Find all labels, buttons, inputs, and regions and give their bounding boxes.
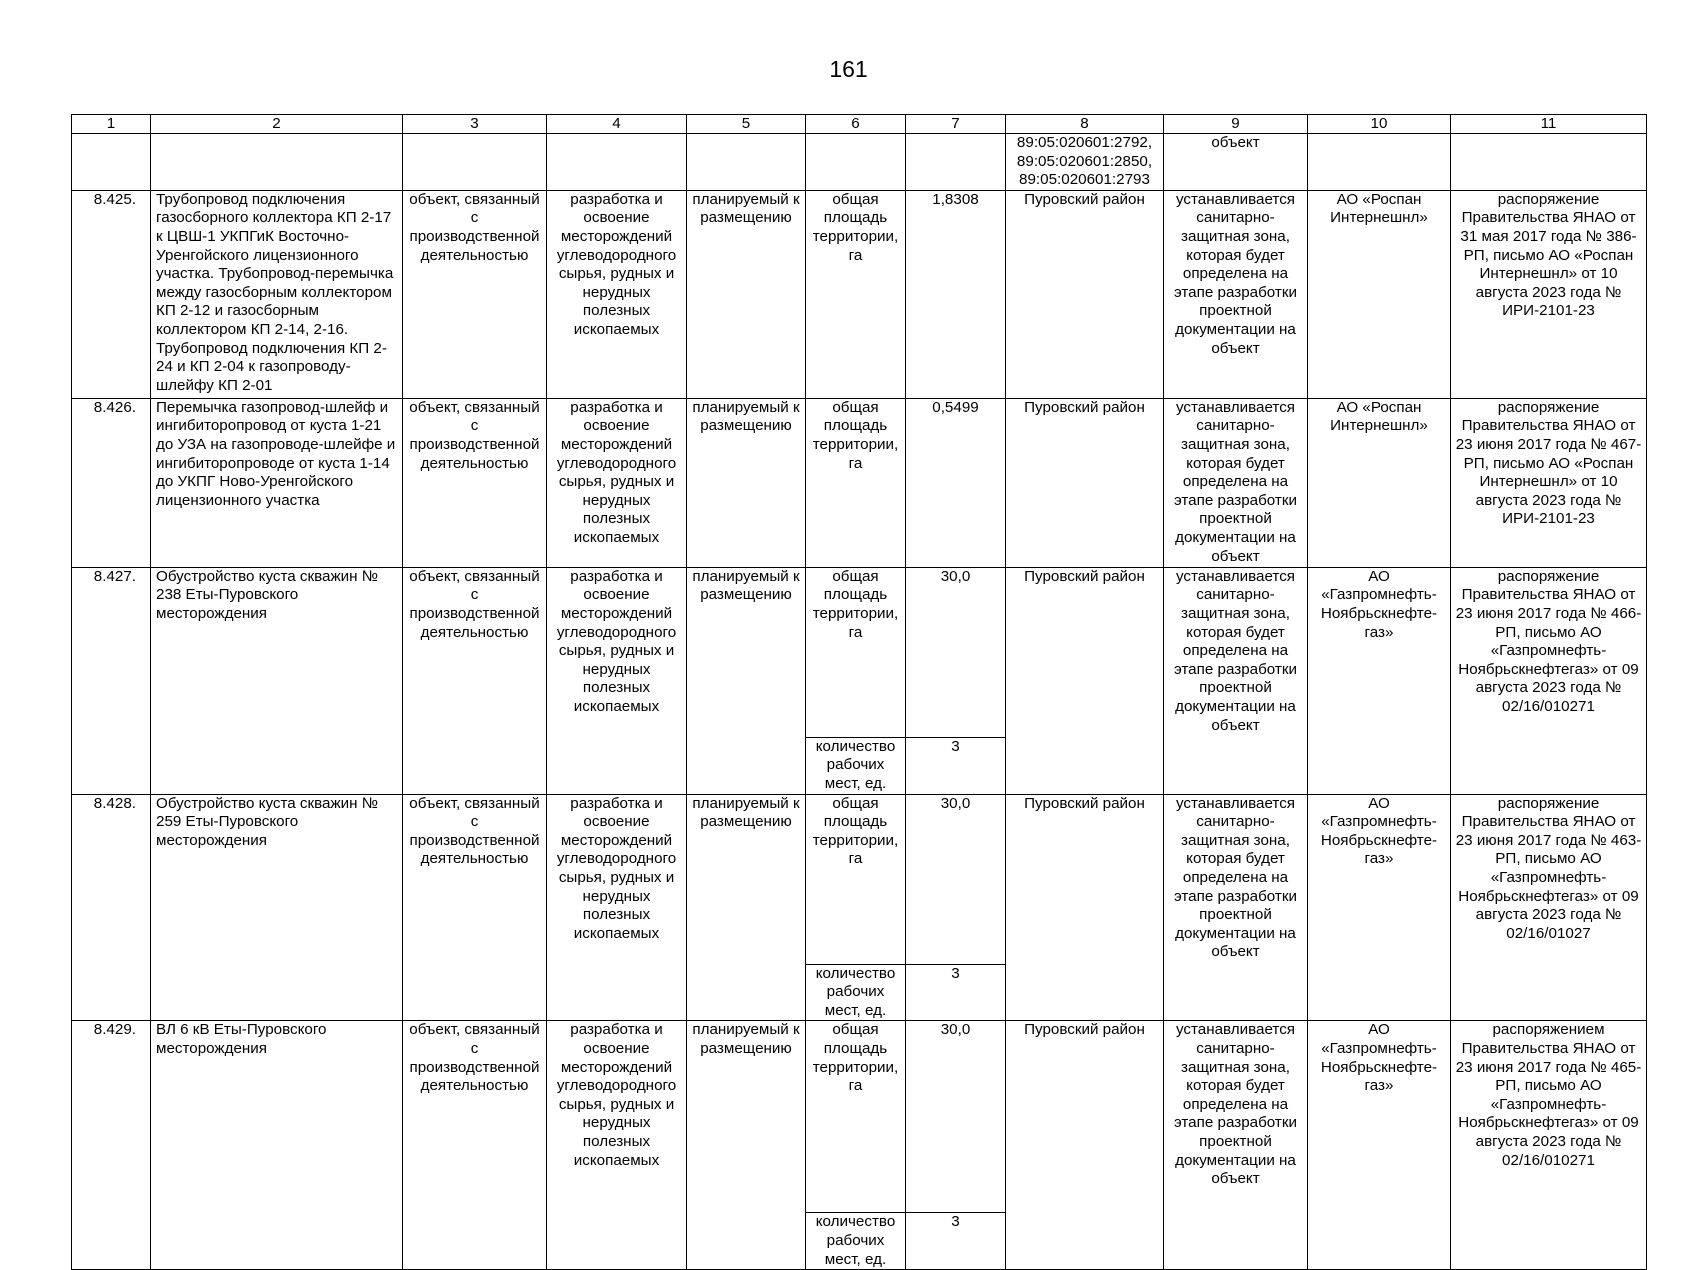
object-name: Обустройство куста скважин № 259 Еты-Пуровского месторождения — [151, 794, 403, 1021]
column-header: 9 — [1164, 115, 1308, 134]
characteristic-jobs: количество рабочих мест, ед. — [806, 737, 906, 794]
column-header: 3 — [403, 115, 547, 134]
protection-zone: устанавливается санитарно-защитная зона, которая будет определена на этапе разработки проектной документации на объект — [1164, 398, 1308, 567]
object-purpose: объект, связанный с производственной деятельностью — [403, 190, 547, 398]
column-header: 11 — [1451, 115, 1647, 134]
basis-document: распоряжение Правительства ЯНАО от 23 июня 2017 года № 466-РП, письмо АО «Газпромнефть-Ноябрьскнефтегаз» от 09 августа 2023 года № 02/16/010271 — [1451, 567, 1647, 794]
cadastral-number: 89:05:020601:2793 — [1019, 171, 1150, 189]
basis-document: распоряжение Правительства ЯНАО от 23 июня 2017 года № 467-РП, письмо АО «Роспан Интернешнл» от 10 августа 2023 года № ИРИ-2101-23 — [1451, 398, 1647, 567]
object-purpose: объект, связанный с производственной деятельностью — [403, 794, 547, 1021]
basis-document: распоряжение Правительства ЯНАО от 31 мая 2017 года № 386-РП, письмо АО «Роспан Интернешнл» от 10 августа 2023 года № ИРИ-2101-23 — [1451, 190, 1647, 398]
object-purpose: объект, связанный с производственной деятельностью — [403, 398, 547, 567]
table-row — [72, 398, 1647, 567]
cadastral-number: 89:05:020601:2850, — [1016, 152, 1153, 170]
characteristic-jobs: количество рабочих мест, ед. — [806, 964, 906, 1021]
column-header: 5 — [687, 115, 806, 134]
characteristic-jobs-value: 3 — [906, 964, 1006, 1021]
characteristic-area: общая площадь территории, га — [806, 567, 906, 737]
object-name: Перемычка газопровод-шлейф и ингибиторопровод от куста 1-21 до УЗА на газопроводе-шлейфе и ингибиторопроводе от куста 1-14 до УКПГ Ново-Уренгойского лицензионного участка — [151, 398, 403, 567]
location: Пуровский район — [1006, 190, 1164, 398]
table-row — [72, 190, 1647, 398]
characteristic-area: общая площадь территории, га — [806, 190, 906, 398]
column-header: 7 — [906, 115, 1006, 134]
organization: АО «Роспан Интернешнл» — [1308, 398, 1451, 567]
object-purpose: объект, связанный с производственной деятельностью — [403, 567, 547, 794]
characteristic-area-value: 30,0 — [906, 1021, 1006, 1213]
object-name: ВЛ 6 кВ Еты-Пуровского месторождения — [151, 1021, 403, 1270]
column-header: 8 — [1006, 115, 1164, 134]
organization: АО «Газпромнефть-Ноябрьскнефте-газ» — [1308, 794, 1451, 1021]
object-status: планируемый к размещению — [687, 567, 806, 794]
protection-zone: устанавливается санитарно-защитная зона, которая будет определена на этапе разработки проектной документации на объект — [1164, 567, 1308, 794]
row-number: 8.428. — [72, 794, 151, 1021]
activity-type: разработка и освоение месторождений углеводородного сырья, рудных и нерудных полезных ископаемых — [547, 398, 687, 567]
characteristic-area-value: 0,5499 — [906, 398, 1006, 567]
characteristic-jobs: количество рабочих мест, ед. — [806, 1213, 906, 1270]
characteristic-jobs-value: 3 — [906, 1213, 1006, 1270]
object-purpose: объект, связанный с производственной деятельностью — [403, 1021, 547, 1270]
basis-document: распоряжение Правительства ЯНАО от 23 июня 2017 года № 463-РП, письмо АО «Газпромнефть-Ноябрьскнефтегаз» от 09 августа 2023 года № 02/16/01027 — [1451, 794, 1647, 1021]
object-status: планируемый к размещению — [687, 794, 806, 1021]
register-table — [71, 114, 1647, 1270]
row-number: 8.429. — [72, 1021, 151, 1270]
location: Пуровский район — [1006, 794, 1164, 1021]
column-header: 2 — [151, 115, 403, 134]
table-row — [72, 794, 1647, 964]
page-number: 161 — [829, 56, 868, 82]
characteristic-jobs-value: 3 — [906, 737, 1006, 794]
column-header: 1 — [72, 115, 151, 134]
characteristic-area: общая площадь территории, га — [806, 1021, 906, 1213]
table-row — [72, 567, 1647, 737]
object-status: планируемый к размещению — [687, 1021, 806, 1270]
organization: АО «Газпромнефть-Ноябрьскнефте-газ» — [1308, 1021, 1451, 1270]
characteristic-area: общая площадь территории, га — [806, 398, 906, 567]
row-number: 8.427. — [72, 567, 151, 794]
protection-zone: устанавливается санитарно-защитная зона, которая будет определена на этапе разработки проектной документации на объект — [1164, 190, 1308, 398]
organization: АО «Газпромнефть-Ноябрьскнефте-газ» — [1308, 567, 1451, 794]
continuation-zone: объект — [1164, 134, 1308, 191]
characteristic-area: общая площадь территории, га — [806, 794, 906, 964]
organization: АО «Роспан Интернешнл» — [1308, 190, 1451, 398]
cadastral-numbers — [1006, 134, 1164, 191]
location: Пуровский район — [1006, 567, 1164, 794]
activity-type: разработка и освоение месторождений углеводородного сырья, рудных и нерудных полезных ископаемых — [547, 567, 687, 794]
header-row — [72, 115, 1647, 134]
object-name: Трубопровод подключения газосборного коллектора КП 2-17 к ЦВШ-1 УКПГиК Восточно-Уренгойского лицензионного участка. Трубопровод-перемычка между газосборным коллектором КП 2-12 и газосборным коллектором КП 2-14, 2-16. Трубопровод подключения КП 2-24 и КП 2-04 к газопроводу-шлейфу КП 2-01 — [151, 190, 403, 398]
continuation-row — [72, 134, 1647, 191]
column-header: 4 — [547, 115, 687, 134]
characteristic-area-value: 1,8308 — [906, 190, 1006, 398]
table-row — [72, 1021, 1647, 1213]
object-name: Обустройство куста скважин № 238 Еты-Пуровского месторождения — [151, 567, 403, 794]
protection-zone: устанавливается санитарно-защитная зона, которая будет определена на этапе разработки проектной документации на объект — [1164, 794, 1308, 1021]
row-number: 8.426. — [72, 398, 151, 567]
column-header: 10 — [1308, 115, 1451, 134]
column-header: 6 — [806, 115, 906, 134]
object-status: планируемый к размещению — [687, 190, 806, 398]
location: Пуровский район — [1006, 1021, 1164, 1270]
location: Пуровский район — [1006, 398, 1164, 567]
protection-zone: устанавливается санитарно-защитная зона, которая будет определена на этапе разработки проектной документации на объект — [1164, 1021, 1308, 1270]
activity-type: разработка и освоение месторождений углеводородного сырья, рудных и нерудных полезных ископаемых — [547, 190, 687, 398]
basis-document: распоряжением Правительства ЯНАО от 23 июня 2017 года № 465-РП, письмо АО «Газпромнефть-Ноябрьскнефтегаз» от 09 августа 2023 года № 02/16/010271 — [1451, 1021, 1647, 1270]
characteristic-area-value: 30,0 — [906, 794, 1006, 964]
characteristic-area-value: 30,0 — [906, 567, 1006, 737]
object-status: планируемый к размещению — [687, 398, 806, 567]
activity-type: разработка и освоение месторождений углеводородного сырья, рудных и нерудных полезных ископаемых — [547, 794, 687, 1021]
cadastral-number: 89:05:020601:2792, — [1016, 134, 1153, 151]
row-number: 8.425. — [72, 190, 151, 398]
activity-type: разработка и освоение месторождений углеводородного сырья, рудных и нерудных полезных ископаемых — [547, 1021, 687, 1270]
